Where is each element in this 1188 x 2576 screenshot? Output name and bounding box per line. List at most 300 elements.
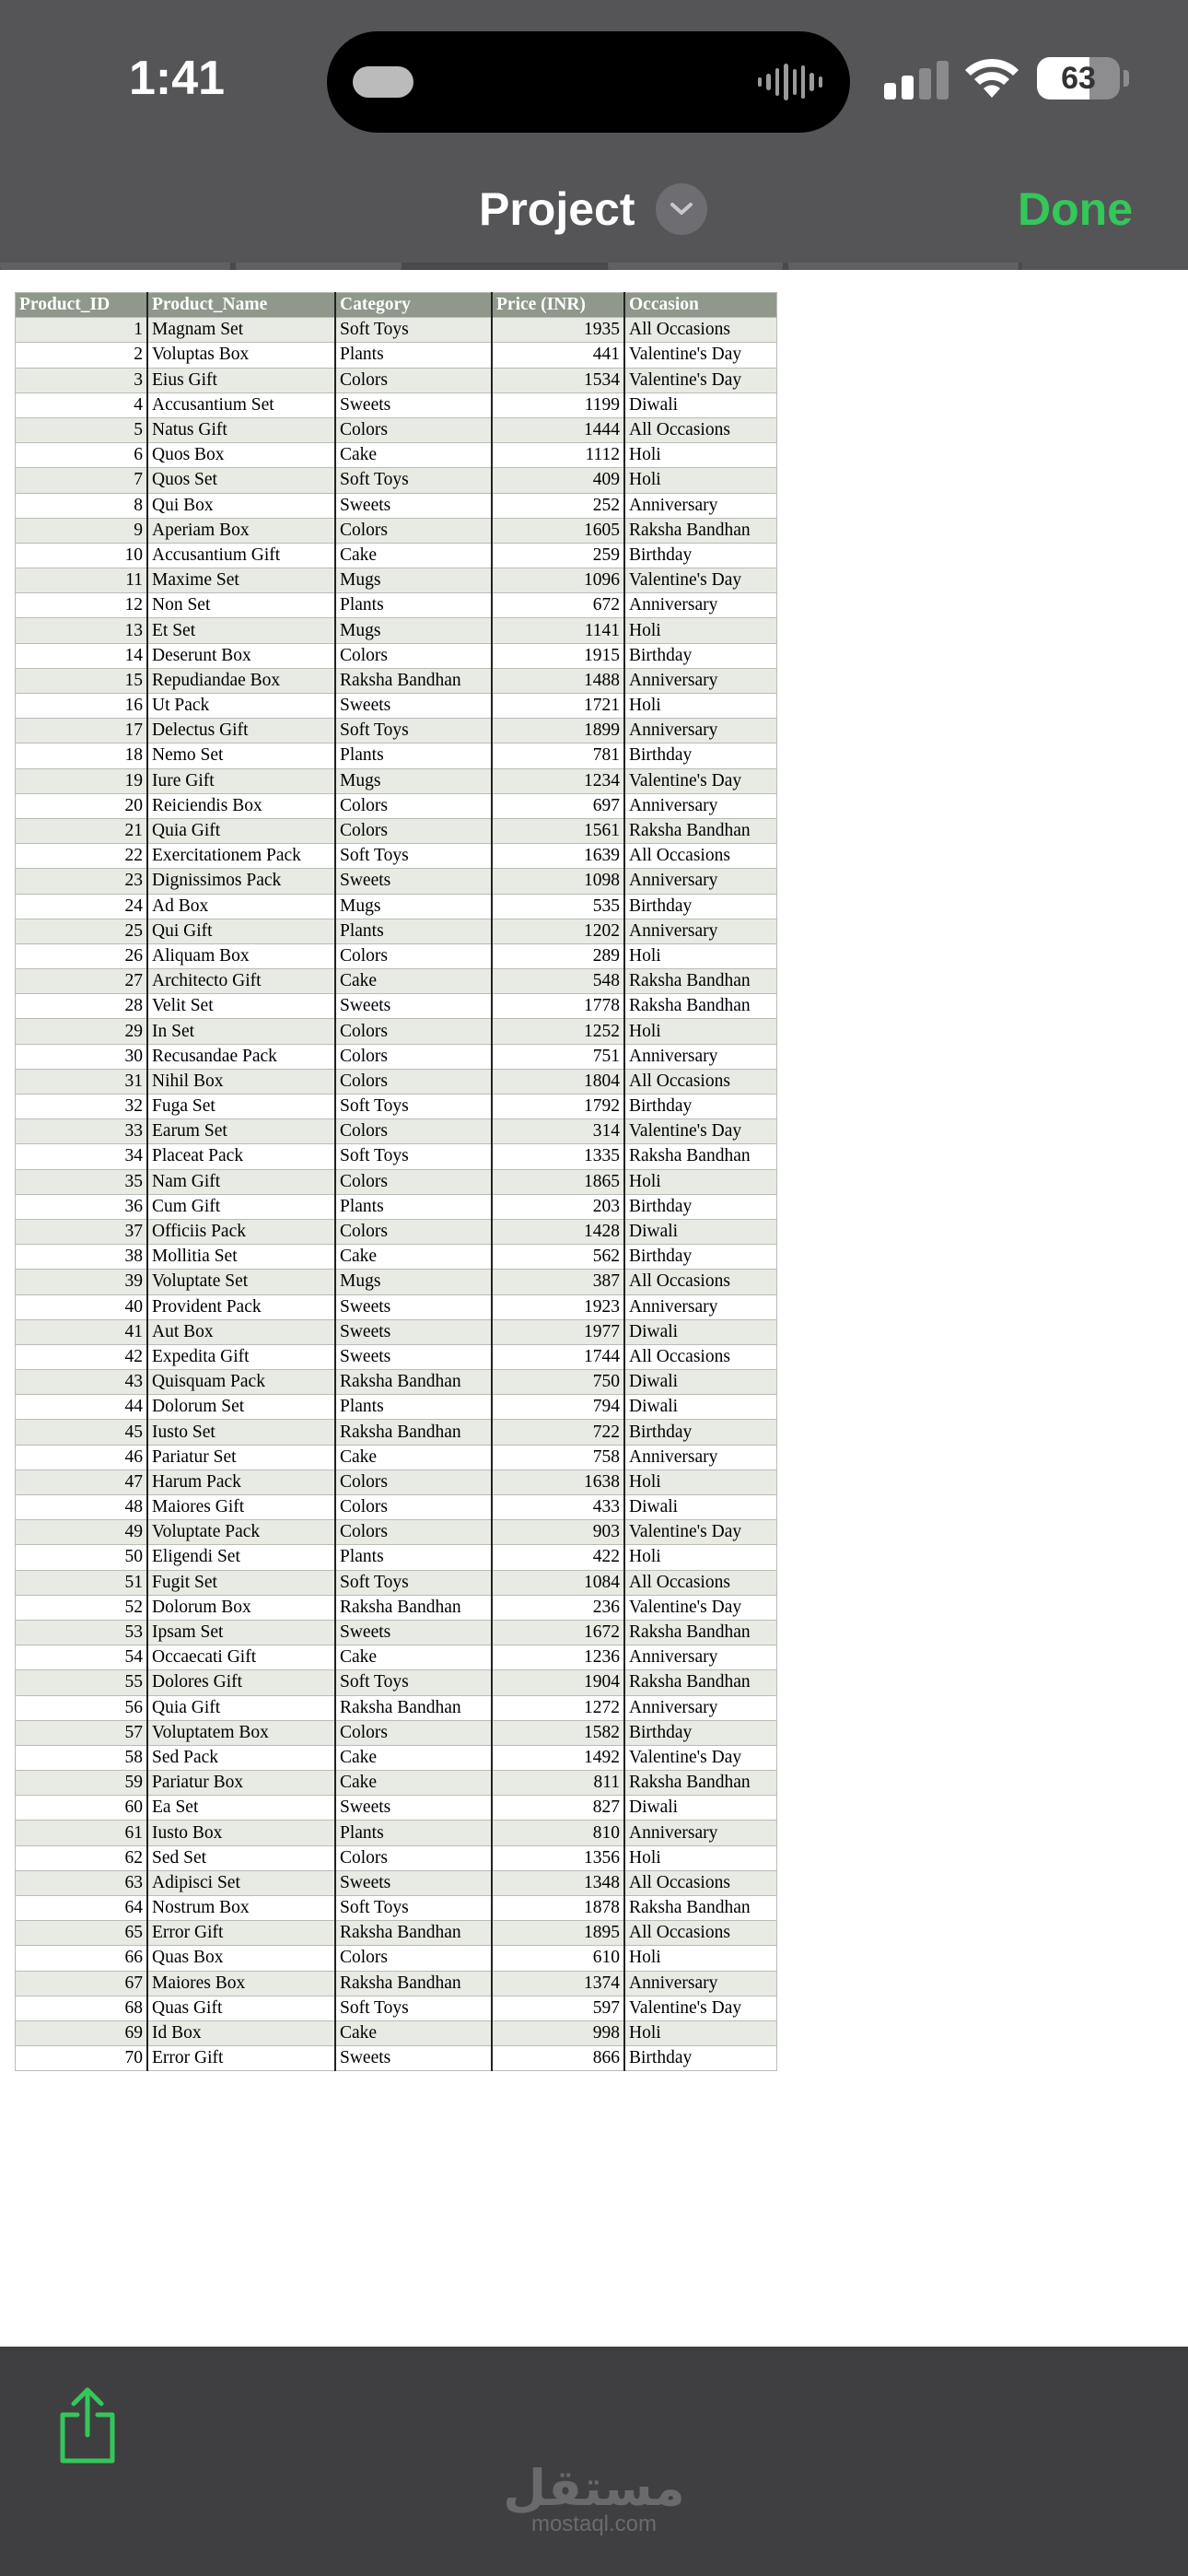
- cell-occasion: Birthday: [624, 1245, 777, 1270]
- table-row: [16, 568, 777, 593]
- cell-category: Soft Toys: [335, 1996, 492, 2020]
- table-row: [16, 994, 777, 1019]
- cell-category: Soft Toys: [335, 1144, 492, 1169]
- cell-occasion: Anniversary: [624, 1695, 777, 1720]
- table-row: [16, 1395, 777, 1420]
- table-row: [16, 869, 777, 894]
- cell-product-id: 40: [16, 1294, 148, 1319]
- table-row: [16, 1095, 777, 1119]
- cell-occasion: Anniversary: [624, 1645, 777, 1670]
- camera-preview-icon: [353, 66, 413, 98]
- table-row: [16, 919, 777, 943]
- cell-price: 1792: [492, 1095, 624, 1119]
- cell-product-id: 64: [16, 1896, 148, 1921]
- cell-price: 1356: [492, 1845, 624, 1870]
- cell-category: Colors: [335, 1946, 492, 1971]
- cell-category: Colors: [335, 368, 492, 392]
- cell-price: 1899: [492, 719, 624, 744]
- cell-category: Sweets: [335, 392, 492, 417]
- cell-product-id: 48: [16, 1495, 148, 1520]
- cell-product-id: 41: [16, 1319, 148, 1344]
- cell-category: Plants: [335, 593, 492, 618]
- cell-price: 562: [492, 1245, 624, 1270]
- cell-product-id: 8: [16, 493, 148, 518]
- cell-product-name: Quia Gift: [147, 1695, 335, 1720]
- cell-occasion: Birthday: [624, 1194, 777, 1219]
- cell-product-name: Cum Gift: [147, 1194, 335, 1219]
- cell-price: 259: [492, 543, 624, 568]
- cell-price: 811: [492, 1771, 624, 1796]
- table-row: [16, 1620, 777, 1645]
- cell-occasion: Birthday: [624, 643, 777, 668]
- cellular-signal-icon: [884, 57, 949, 100]
- table-row: [16, 719, 777, 744]
- cell-occasion: Anniversary: [624, 719, 777, 744]
- cell-product-id: 33: [16, 1119, 148, 1144]
- cell-product-name: Eius Gift: [147, 368, 335, 392]
- table-row: [16, 768, 777, 793]
- cell-occasion: Holi: [624, 1469, 777, 1494]
- cell-product-name: Quos Box: [147, 443, 335, 468]
- cell-price: 672: [492, 593, 624, 618]
- cell-product-name: Nihil Box: [147, 1069, 335, 1094]
- watermark: [0, 2459, 1188, 2537]
- cell-product-name: Dolorum Box: [147, 1595, 335, 1620]
- cell-product-name: Voluptate Set: [147, 1270, 335, 1294]
- cell-product-id: 3: [16, 368, 148, 392]
- title-menu[interactable]: [479, 182, 707, 236]
- cell-occasion: Holi: [624, 468, 777, 493]
- cell-product-name: Quisquam Pack: [147, 1370, 335, 1395]
- cell-price: 1744: [492, 1344, 624, 1369]
- cell-occasion: Anniversary: [624, 593, 777, 618]
- cell-occasion: Anniversary: [624, 1971, 777, 1996]
- cell-category: Sweets: [335, 1319, 492, 1344]
- cell-product-name: Earum Set: [147, 1119, 335, 1144]
- cell-product-id: 36: [16, 1194, 148, 1219]
- table-row: [16, 969, 777, 994]
- cell-product-name: Recusandae Pack: [147, 1044, 335, 1069]
- cell-occasion: Diwali: [624, 1495, 777, 1520]
- cell-category: Cake: [335, 969, 492, 994]
- cell-product-name: Quas Gift: [147, 1996, 335, 2020]
- cell-price: 1639: [492, 844, 624, 869]
- cell-price: 1534: [492, 368, 624, 392]
- cell-occasion: Valentine's Day: [624, 768, 777, 793]
- cell-product-name: Voluptas Box: [147, 343, 335, 368]
- status-time: 1:41: [129, 52, 226, 105]
- battery-level: 63: [1061, 61, 1096, 96]
- cell-category: Sweets: [335, 2046, 492, 2071]
- table-row: [16, 1069, 777, 1094]
- cell-category: Colors: [335, 1469, 492, 1494]
- cell-product-name: Et Set: [147, 618, 335, 643]
- cell-product-id: 39: [16, 1270, 148, 1294]
- cell-product-id: 14: [16, 643, 148, 668]
- cell-product-name: Sed Pack: [147, 1745, 335, 1770]
- cell-occasion: Diwali: [624, 1395, 777, 1420]
- cell-category: Sweets: [335, 1344, 492, 1369]
- cell-product-name: Maiores Gift: [147, 1495, 335, 1520]
- table-row: [16, 1420, 777, 1445]
- cell-product-id: 20: [16, 793, 148, 818]
- cell-product-id: 68: [16, 1996, 148, 2020]
- chevron-down-icon[interactable]: [656, 183, 707, 235]
- cell-occasion: All Occasions: [624, 1069, 777, 1094]
- status-bar: [0, 0, 1188, 157]
- cell-price: 758: [492, 1445, 624, 1469]
- cell-product-id: 23: [16, 869, 148, 894]
- cell-occasion: Valentine's Day: [624, 1520, 777, 1545]
- cell-category: Cake: [335, 1645, 492, 1670]
- cell-product-name: Aliquam Box: [147, 943, 335, 968]
- table-row: [16, 1946, 777, 1971]
- cell-product-id: 54: [16, 1645, 148, 1670]
- cell-category: Colors: [335, 1069, 492, 1094]
- cell-occasion: All Occasions: [624, 318, 777, 343]
- cell-product-name: Non Set: [147, 593, 335, 618]
- table-row: [16, 1971, 777, 1996]
- cell-occasion: Birthday: [624, 543, 777, 568]
- table-row: [16, 818, 777, 843]
- cell-product-name: Sed Set: [147, 1845, 335, 1870]
- cell-price: 722: [492, 1420, 624, 1445]
- cell-price: 441: [492, 343, 624, 368]
- cell-category: Plants: [335, 1194, 492, 1219]
- cell-category: Plants: [335, 1545, 492, 1570]
- share-icon[interactable]: [55, 2383, 120, 2466]
- cell-product-id: 24: [16, 894, 148, 919]
- cell-category: Colors: [335, 1720, 492, 1745]
- table-row: [16, 1570, 777, 1595]
- cell-occasion: Diwali: [624, 1796, 777, 1821]
- cell-product-name: Quas Box: [147, 1946, 335, 1971]
- cell-category: Cake: [335, 1771, 492, 1796]
- cell-occasion: Holi: [624, 694, 777, 719]
- cell-category: Sweets: [335, 1620, 492, 1645]
- table-row: [16, 1319, 777, 1344]
- table-row: [16, 1645, 777, 1670]
- cell-category: Soft Toys: [335, 1896, 492, 1921]
- cell-category: Raksha Bandhan: [335, 1921, 492, 1946]
- cell-category: Mugs: [335, 568, 492, 593]
- cell-product-name: Harum Pack: [147, 1469, 335, 1494]
- cell-category: Sweets: [335, 1870, 492, 1895]
- cell-product-id: 31: [16, 1069, 148, 1094]
- cell-product-id: 55: [16, 1670, 148, 1695]
- cell-product-name: Dolores Gift: [147, 1670, 335, 1695]
- cell-occasion: Anniversary: [624, 1821, 777, 1845]
- cell-product-name: Pariatur Box: [147, 1771, 335, 1796]
- cell-price: 1236: [492, 1645, 624, 1670]
- cell-occasion: Diwali: [624, 1370, 777, 1395]
- cell-occasion: Anniversary: [624, 1044, 777, 1069]
- cell-price: 1096: [492, 568, 624, 593]
- table-row: [16, 1720, 777, 1745]
- cell-product-id: 38: [16, 1245, 148, 1270]
- cell-product-name: Reiciendis Box: [147, 793, 335, 818]
- cell-category: Mugs: [335, 768, 492, 793]
- cell-product-name: Qui Box: [147, 493, 335, 518]
- table-row: [16, 443, 777, 468]
- cell-occasion: Valentine's Day: [624, 368, 777, 392]
- cell-price: 1272: [492, 1695, 624, 1720]
- document-title[interactable]: Project: [479, 183, 635, 235]
- cell-category: Colors: [335, 1019, 492, 1044]
- cell-price: 998: [492, 2020, 624, 2045]
- table-row: [16, 793, 777, 818]
- cell-price: 1084: [492, 1570, 624, 1595]
- cell-price: 866: [492, 2046, 624, 2071]
- cell-product-name: Mollitia Set: [147, 1245, 335, 1270]
- table-row: [16, 1845, 777, 1870]
- table-row: [16, 694, 777, 719]
- cell-category: Plants: [335, 919, 492, 943]
- cell-occasion: Valentine's Day: [624, 1745, 777, 1770]
- document-preview[interactable]: [0, 270, 1188, 2347]
- table-row: [16, 1445, 777, 1469]
- column-header-price: Price (INR): [492, 293, 624, 318]
- cell-product-name: Maxime Set: [147, 568, 335, 593]
- cell-product-id: 65: [16, 1921, 148, 1946]
- cell-occasion: Raksha Bandhan: [624, 1620, 777, 1645]
- table-row: [16, 618, 777, 643]
- cell-occasion: Anniversary: [624, 493, 777, 518]
- cell-product-name: Accusantium Gift: [147, 543, 335, 568]
- cell-category: Cake: [335, 2020, 492, 2045]
- cell-category: Colors: [335, 1119, 492, 1144]
- cell-occasion: Birthday: [624, 2046, 777, 2071]
- cell-category: Sweets: [335, 1294, 492, 1319]
- cell-occasion: Holi: [624, 443, 777, 468]
- cell-product-name: Repudiandae Box: [147, 668, 335, 693]
- cell-category: Colors: [335, 943, 492, 968]
- cell-product-id: 27: [16, 969, 148, 994]
- cell-product-id: 50: [16, 1545, 148, 1570]
- cell-price: 1672: [492, 1620, 624, 1645]
- cell-product-id: 10: [16, 543, 148, 568]
- cell-category: Cake: [335, 1245, 492, 1270]
- cell-occasion: Birthday: [624, 1420, 777, 1445]
- cell-occasion: Diwali: [624, 1219, 777, 1244]
- cell-price: 1878: [492, 1896, 624, 1921]
- cell-occasion: Holi: [624, 943, 777, 968]
- cell-occasion: Raksha Bandhan: [624, 518, 777, 543]
- cell-product-id: 22: [16, 844, 148, 869]
- cell-product-id: 5: [16, 417, 148, 442]
- cell-category: Colors: [335, 1495, 492, 1520]
- cell-product-id: 16: [16, 694, 148, 719]
- cell-price: 1444: [492, 417, 624, 442]
- table-row: [16, 1796, 777, 1821]
- cell-price: 422: [492, 1545, 624, 1570]
- table-row: [16, 368, 777, 392]
- cell-occasion: Holi: [624, 618, 777, 643]
- cell-product-name: Iusto Box: [147, 1821, 335, 1845]
- cell-price: 1638: [492, 1469, 624, 1494]
- cell-price: 1141: [492, 618, 624, 643]
- cell-product-id: 2: [16, 343, 148, 368]
- cell-product-id: 47: [16, 1469, 148, 1494]
- cell-product-name: Iusto Set: [147, 1420, 335, 1445]
- cell-price: 1977: [492, 1319, 624, 1344]
- cell-occasion: Raksha Bandhan: [624, 1896, 777, 1921]
- cell-product-name: Id Box: [147, 2020, 335, 2045]
- table-row: [16, 2046, 777, 2071]
- cell-occasion: Raksha Bandhan: [624, 994, 777, 1019]
- cell-category: Raksha Bandhan: [335, 668, 492, 693]
- cell-occasion: All Occasions: [624, 417, 777, 442]
- table-row: [16, 1695, 777, 1720]
- table-row: [16, 744, 777, 768]
- cell-occasion: Birthday: [624, 1095, 777, 1119]
- cell-product-id: 70: [16, 2046, 148, 2071]
- cell-product-name: Ea Set: [147, 1796, 335, 1821]
- table-row: [16, 1294, 777, 1319]
- table-row: [16, 1921, 777, 1946]
- cell-product-name: Ad Box: [147, 894, 335, 919]
- cell-product-name: Nemo Set: [147, 744, 335, 768]
- cell-occasion: Raksha Bandhan: [624, 1670, 777, 1695]
- table-row: [16, 593, 777, 618]
- cell-category: Mugs: [335, 618, 492, 643]
- cell-product-id: 45: [16, 1420, 148, 1445]
- cell-price: 1935: [492, 318, 624, 343]
- cell-product-name: Accusantium Set: [147, 392, 335, 417]
- cell-category: Soft Toys: [335, 468, 492, 493]
- cell-occasion: Anniversary: [624, 668, 777, 693]
- cell-occasion: Raksha Bandhan: [624, 1771, 777, 1796]
- cell-occasion: Valentine's Day: [624, 1996, 777, 2020]
- cell-price: 1895: [492, 1921, 624, 1946]
- cell-occasion: Raksha Bandhan: [624, 818, 777, 843]
- audio-waveform-icon: [758, 57, 822, 107]
- cell-product-id: 59: [16, 1771, 148, 1796]
- cell-product-name: Fuga Set: [147, 1095, 335, 1119]
- cell-occasion: Anniversary: [624, 869, 777, 894]
- cell-category: Soft Toys: [335, 1570, 492, 1595]
- cell-category: Soft Toys: [335, 318, 492, 343]
- cell-occasion: Holi: [624, 1019, 777, 1044]
- cell-price: 1374: [492, 1971, 624, 1996]
- cell-price: 1252: [492, 1019, 624, 1044]
- cell-price: 236: [492, 1595, 624, 1620]
- table-row: [16, 894, 777, 919]
- cell-product-name: Exercitationem Pack: [147, 844, 335, 869]
- cell-product-id: 21: [16, 818, 148, 843]
- cell-product-id: 35: [16, 1169, 148, 1194]
- table-row: [16, 518, 777, 543]
- cell-product-name: Natus Gift: [147, 417, 335, 442]
- cell-occasion: Holi: [624, 1169, 777, 1194]
- cell-price: 1605: [492, 518, 624, 543]
- done-button[interactable]: Done: [1018, 183, 1133, 235]
- cell-product-name: Error Gift: [147, 2046, 335, 2071]
- watermark-arabic: مستقل: [503, 2459, 685, 2517]
- cell-category: Cake: [335, 443, 492, 468]
- cell-price: 387: [492, 1270, 624, 1294]
- cell-price: 289: [492, 943, 624, 968]
- cell-category: Plants: [335, 1395, 492, 1420]
- cell-category: Plants: [335, 343, 492, 368]
- cell-occasion: All Occasions: [624, 1570, 777, 1595]
- cell-price: 314: [492, 1119, 624, 1144]
- cell-product-id: 62: [16, 1845, 148, 1870]
- table-row: [16, 844, 777, 869]
- cell-product-name: Occaecati Gift: [147, 1645, 335, 1670]
- cell-occasion: Anniversary: [624, 1294, 777, 1319]
- cell-product-name: Velit Set: [147, 994, 335, 1019]
- table-header-row: [16, 293, 777, 318]
- cell-product-id: 52: [16, 1595, 148, 1620]
- table-row: [16, 1821, 777, 1845]
- cell-occasion: All Occasions: [624, 1344, 777, 1369]
- table-row: [16, 1745, 777, 1770]
- cell-product-name: Quos Set: [147, 468, 335, 493]
- table-row: [16, 1194, 777, 1219]
- cell-occasion: Holi: [624, 1946, 777, 1971]
- cell-product-id: 69: [16, 2020, 148, 2045]
- cell-occasion: Raksha Bandhan: [624, 1144, 777, 1169]
- cell-product-name: Pariatur Set: [147, 1445, 335, 1469]
- cell-category: Cake: [335, 543, 492, 568]
- cell-price: 1923: [492, 1294, 624, 1319]
- cell-price: 1488: [492, 668, 624, 693]
- cell-price: 409: [492, 468, 624, 493]
- cell-price: 810: [492, 1821, 624, 1845]
- cell-category: Sweets: [335, 1796, 492, 1821]
- cell-product-id: 51: [16, 1570, 148, 1595]
- table-row: [16, 668, 777, 693]
- cell-category: Colors: [335, 518, 492, 543]
- table-row: [16, 1996, 777, 2020]
- table-row: [16, 1771, 777, 1796]
- table-row: [16, 1495, 777, 1520]
- cell-occasion: All Occasions: [624, 844, 777, 869]
- table-row: [16, 1595, 777, 1620]
- cell-occasion: Birthday: [624, 894, 777, 919]
- cell-category: Mugs: [335, 894, 492, 919]
- cell-price: 794: [492, 1395, 624, 1420]
- cell-price: 827: [492, 1796, 624, 1821]
- cell-occasion: Anniversary: [624, 1445, 777, 1469]
- cell-price: 1202: [492, 919, 624, 943]
- cell-category: Soft Toys: [335, 844, 492, 869]
- cell-product-name: Aut Box: [147, 1319, 335, 1344]
- cell-price: 1492: [492, 1745, 624, 1770]
- cell-product-id: 9: [16, 518, 148, 543]
- cell-price: 1199: [492, 392, 624, 417]
- table-row: [16, 943, 777, 968]
- dynamic-island: [327, 31, 850, 133]
- cell-price: 781: [492, 744, 624, 768]
- table-row: [16, 468, 777, 493]
- cell-product-name: Placeat Pack: [147, 1144, 335, 1169]
- cell-occasion: Holi: [624, 1545, 777, 1570]
- cell-price: 751: [492, 1044, 624, 1069]
- cell-price: 610: [492, 1946, 624, 1971]
- cell-product-id: 7: [16, 468, 148, 493]
- cell-product-id: 4: [16, 392, 148, 417]
- cell-product-id: 53: [16, 1620, 148, 1645]
- cell-product-id: 18: [16, 744, 148, 768]
- watermark-latin: mostaql.com: [530, 2512, 658, 2536]
- cell-product-id: 37: [16, 1219, 148, 1244]
- cell-product-name: Iure Gift: [147, 768, 335, 793]
- cell-product-name: Ut Pack: [147, 694, 335, 719]
- cell-product-id: 13: [16, 618, 148, 643]
- cell-price: 1915: [492, 643, 624, 668]
